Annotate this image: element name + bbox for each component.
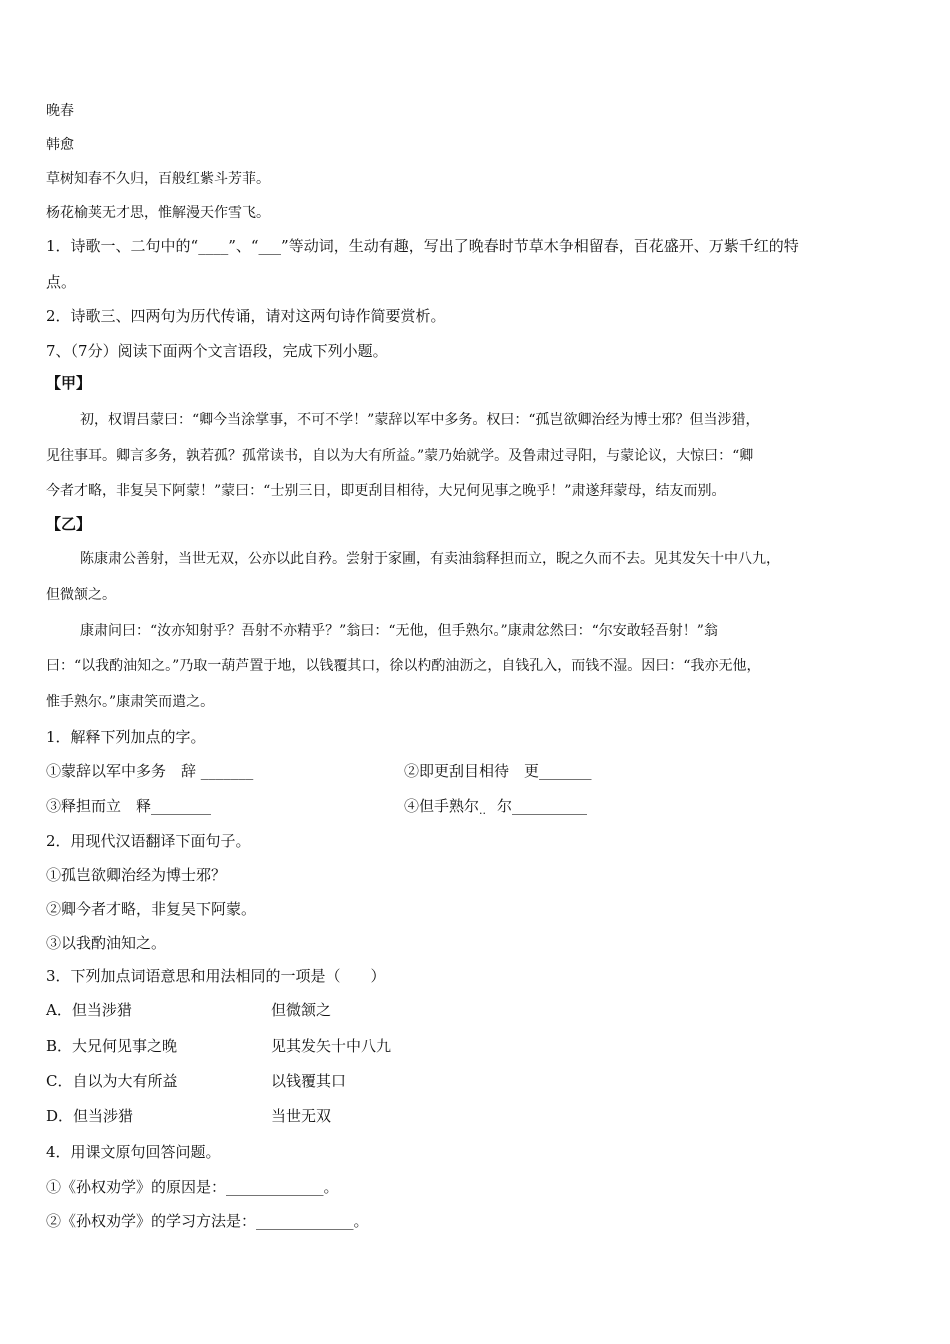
- passage-yi-line: 康肃问曰：“汝亦知射乎？吾射不亦精乎？”翁曰：“无他，但手熟尔。”康肃忿然曰：“尔安敢轻吾射！”翁: [80, 623, 718, 639]
- passage-yi-line: 惟手熟尔。”康肃笑而遣之。: [46, 694, 215, 710]
- passage-jia-label: 【甲】: [46, 374, 92, 392]
- emphasis-dots: ··: [479, 807, 487, 820]
- poem-line-1: 草树知春不久归，百般红紫斗芳菲。: [46, 171, 270, 187]
- q3-option-compare: 以钱覆其口: [271, 1072, 347, 1090]
- q1-title: 1．解释下列加点的字。: [46, 728, 206, 746]
- poem-title: 晚春: [46, 103, 74, 119]
- q1-item-2: ②即更刮目相待 更_______: [404, 762, 592, 780]
- section-7-heading: 7、（7分）阅读下面两个文言语段，完成下列小题。: [46, 342, 388, 360]
- q1-item-3: ③释担而立 释________: [46, 797, 212, 815]
- poem-author: 韩愈: [46, 137, 74, 153]
- passage-yi-line: 陈康肃公善射，当世无双，公亦以此自矜。尝射于家圃，有卖油翁释担而立，睨之久而不去。见其发矢十中八九，: [80, 551, 780, 567]
- q2-title: 2．用现代汉语翻译下面句子。: [46, 832, 251, 850]
- passage-yi-label: 【乙】: [46, 515, 92, 533]
- q4-item-2: ②《孙权劝学》的学习方法是：_____________。: [46, 1212, 369, 1230]
- q2-item: ①孤岂欲卿治经为博士邪？: [46, 866, 227, 884]
- q3-option-label: D．但当涉猎: [46, 1107, 134, 1125]
- q1-item-4-text: ④但手熟尔: [404, 797, 480, 815]
- q3-option-compare: 见其发矢十中八九: [271, 1037, 392, 1055]
- q1-item-1: ①蒙辞以军中多务 辞 _______: [46, 762, 254, 780]
- poem-question-1: 1．诗歌一、二句中的“____”、“___”等动词，生动有趣，写出了晚春时节草木争相留春，百花盛开、万紫千红的特: [46, 237, 799, 255]
- passage-yi-line: 曰：“以我酌油知之。”乃取一葫芦置于地，以钱覆其口，徐以杓酌油沥之，自钱孔入，而钱不湿。因曰：“我亦无他，: [46, 658, 761, 674]
- q4-title: 4．用课文原句回答问题。: [46, 1143, 221, 1161]
- q1-row-2: [46, 796, 588, 820]
- q3-option-compare: 当世无双: [271, 1107, 332, 1125]
- passage-yi-line: 但微颔之。: [46, 587, 116, 603]
- q3-option-c: [46, 1071, 347, 1091]
- poem-question-1-cont: 点。: [46, 273, 77, 291]
- q3-option-b: [46, 1036, 392, 1056]
- q3-option-label: A．但当涉猎: [46, 1001, 132, 1019]
- q3-title: 3．下列加点词语意思和用法相同的一项是（ ）: [46, 967, 386, 985]
- poem-question-2: 2．诗歌三、四两句为历代传诵，请对这两句诗作简要赏析。: [46, 307, 446, 325]
- poem-line-2: 杨花榆荚无才思，惟解漫天作雪飞。: [46, 205, 270, 221]
- q3-option-d: [46, 1106, 332, 1126]
- passage-jia-line: 今者才略，非复吴下阿蒙！”蒙曰：“士别三日，即更刮目相待，大兄何见事之晚乎！”肃遂拜蒙母，结友而别。: [46, 483, 726, 499]
- q1-item-4-blank: 尔__________: [497, 797, 588, 815]
- passage-jia-line: 初，权谓吕蒙曰：“卿今当涂掌事，不可不学！”蒙辞以军中多务。权曰：“孤岂欲卿治经为博士邪？但当涉猎，: [80, 412, 760, 428]
- q2-item: ②卿今者才略，非复吴下阿蒙。: [46, 900, 257, 918]
- q4-item-1: ①《孙权劝学》的原因是：_____________。: [46, 1178, 339, 1196]
- q3-option-label: C．自以为大有所益: [46, 1072, 178, 1090]
- q3-option-compare: 但微颔之: [271, 1001, 332, 1019]
- q3-option-a: [46, 1000, 332, 1020]
- q3-option-label: B．大兄何见事之晚: [46, 1037, 178, 1055]
- passage-jia-line: 见往事耳。卿言多务，孰若孤？孤常读书，自以为大有所益。”蒙乃始就学。及鲁肃过寻阳，与蒙论议，大惊曰：“卿: [46, 448, 754, 464]
- q1-item-4: [404, 796, 587, 824]
- q2-item: ③以我酌油知之。: [46, 934, 167, 952]
- q1-row-1: [46, 761, 592, 781]
